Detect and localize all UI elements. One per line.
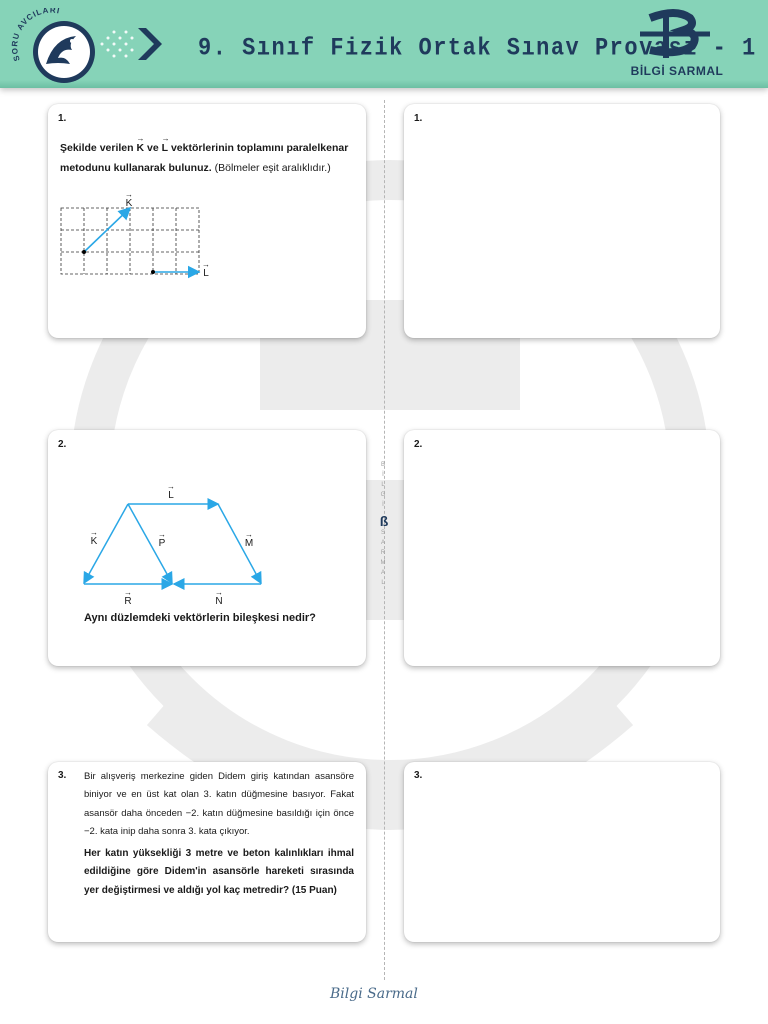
vector-k-origin	[82, 250, 86, 254]
answer-number: 2.	[414, 439, 423, 450]
q1-grid-lines	[61, 208, 199, 274]
q1-vector-k-inline: → K	[136, 134, 145, 154]
vertical-brand	[378, 462, 390, 590]
answer-number: 3.	[414, 770, 423, 781]
header-bar	[0, 0, 768, 88]
answer-card-2[interactable]	[404, 430, 720, 666]
logo-label: BİLGİ SARMAL	[630, 64, 724, 78]
q2-label-l: → L	[167, 482, 175, 501]
vertical-logo-icon: ß	[379, 513, 389, 529]
vertical-brand-top: BİLGİ	[380, 462, 386, 512]
q1-text-d: (Bölmeler eşit aralıklıdır.)	[214, 162, 331, 174]
answer-card-1[interactable]	[404, 104, 720, 338]
question-number: 2.	[58, 439, 67, 450]
q1-text-a: Şekilde verilen	[60, 142, 134, 154]
header-arrows-icon	[98, 26, 168, 62]
q3-paragraph: Bir alışveriş merkezine giden Didem giriş katından asansöre biniyor ve en üst kat olan 3. katın düğmesine basıyor. Fakat asansör daha önceden −2. katın düğmesine basıldığı için önce −2. kata inip daha sonra 3. kata çıkıyor.	[84, 771, 354, 837]
question-number: 1.	[58, 113, 67, 124]
q3-question: Her katın yüksekliği 3 metre ve beton kalınlıkları ihmal edildiğine göre Didem'in asansörle hareketi sırasında yer değiştirmesi ve aldığı yol kaç metredir? (15 Puan)	[84, 848, 354, 896]
q1-text-b: ve	[146, 142, 159, 154]
badge-text: SORU AVCILARI	[10, 8, 62, 63]
question-2-prompt: Aynı düzlemdeki vektörlerin bileşkesi nedir?	[84, 612, 316, 624]
page-title: 9. Sınıf Fizik Ortak Sınav Provası - 1	[198, 34, 757, 63]
q1-text-c: vektörlerinin toplamını paralelkenar metodunu kullanarak bulunuz.	[60, 142, 349, 174]
q1-vector-l-inline: → L	[161, 134, 170, 154]
header-shade	[0, 80, 768, 88]
q2-label-k: → K	[90, 528, 98, 547]
footer-signature: Bilgi Sarmal	[330, 986, 418, 1002]
soru-avcilari-badge	[6, 8, 98, 86]
question-3-text	[84, 768, 354, 900]
q1-label-l: → L	[202, 260, 210, 279]
q2-label-n: → N	[215, 588, 223, 607]
question-1-text	[60, 134, 358, 178]
vector-l-origin	[151, 270, 155, 274]
question-number: 3.	[58, 770, 67, 781]
answer-card-3[interactable]	[404, 762, 720, 942]
answer-number: 1.	[414, 113, 423, 124]
vertical-brand-bottom: SARMAL	[380, 530, 386, 590]
bilgi-sarmal-logo-icon	[630, 8, 722, 64]
q2-label-r: → R	[124, 588, 132, 607]
q1-label-k: → K	[125, 190, 133, 209]
q2-label-p: → P	[158, 530, 166, 549]
q2-label-m: → M	[244, 530, 254, 549]
